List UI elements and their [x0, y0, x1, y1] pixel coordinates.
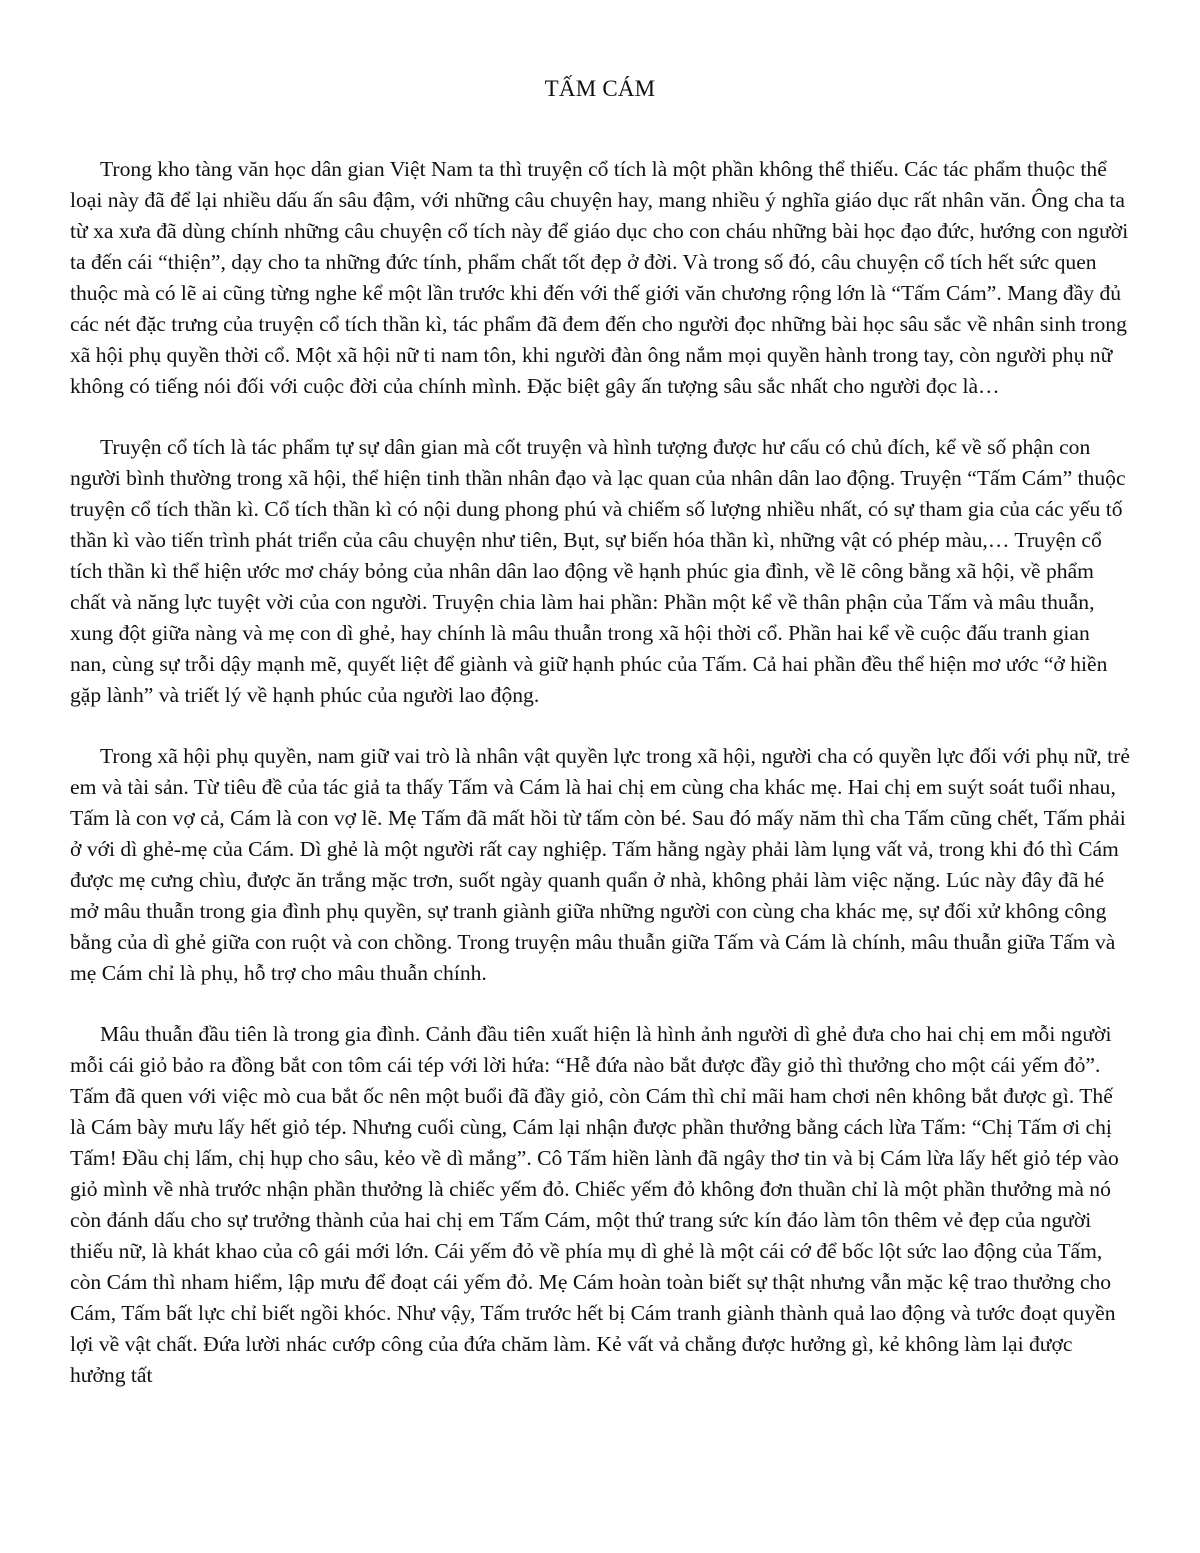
document-page — [70, 70, 1130, 1540]
paragraph-4: Mâu thuẫn đầu tiên là trong gia đình. Cảnh đầu tiên xuất hiện là hình ảnh người dì ghẻ đưa cho hai chị em mỗi người mỗi cái giỏ bảo ra đồng bắt con tôm cái tép với lời hứa: “Hễ đứa nào bắt được đầy giỏ thì thưởng cho một cái yếm đỏ”. Tấm đã quen với việc mò cua bắt ốc nên một buổi đã đầy giỏ, còn Cám thì chỉ mãi ham chơi nên không bắt được gì. Thế là Cám bày mưu lấy hết giỏ tép. Nhưng cuối cùng, Cám lại nhận được phần thưởng bằng cách lừa Tấm: “Chị Tấm ơi chị Tấm! Đầu chị lấm, chị hụp cho sâu, kẻo về dì mắng”. Cô Tấm hiền lành đã ngây thơ tin và bị Cám lừa lấy hết giỏ tép vào giỏ mình về nhà trước nhận phần thưởng là chiếc yếm đỏ. Chiếc yếm đỏ không đơn thuần chỉ là một phần thưởng mà nó còn đánh dấu cho sự trưởng thành của hai chị em Tấm Cám, một thứ trang sức kín đáo làm tôn thêm vẻ đẹp của người thiếu nữ, là khát khao của cô gái mới lớn. Cái yếm đỏ về phía mụ dì ghẻ là một cái cớ để bốc lột sức lao động của Tấm, còn Cám thì nham hiểm, lập mưu để đoạt cái yếm đỏ. Mẹ Cám hoàn toàn biết sự thật nhưng vẫn mặc kệ trao thưởng cho Cám, Tấm bất lực chỉ biết ngồi khóc. Như vậy, Tấm trước hết bị Cám tranh giành thành quả lao động và tước đoạt quyền lợi về vật chất. Đứa lười nhác cướp công của đứa chăm làm. Kẻ vất vả chẳng được hưởng gì, kẻ không làm lại được hưởng tất — [70, 1022, 1119, 1387]
document-title: TẤM CÁM — [544, 76, 656, 101]
document-body — [70, 154, 1130, 1391]
paragraph-3: Trong xã hội phụ quyền, nam giữ vai trò là nhân vật quyền lực trong xã hội, người cha có quyền lực đối với phụ nữ, trẻ em và tài sản. Từ tiêu đề của tác giả ta thấy Tấm và Cám là hai chị em cùng cha khác mẹ. Hai chị em suýt soát tuổi nhau, Tấm là con vợ cả, Cám là con vợ lẽ. Mẹ Tấm đã mất hồi từ tấm còn bé. Sau đó mấy năm thì cha Tấm cũng chết, Tấm phải ở với dì ghẻ-mẹ của Cám. Dì ghẻ là một người rất cay nghiệp. Tấm hằng ngày phải làm lụng vất vả, trong khi đó thì Cám được mẹ cưng chìu, được ăn trắng mặc trơn, suốt ngày quanh quẩn ở nhà, không phải làm việc nặng. Lúc này đây đã hé mở mâu thuẫn trong gia đình phụ quyền, sự tranh giành giữa những người con cùng cha khác mẹ, sự đối xử không công bằng của dì ghẻ giữa con ruột và con chồng. Trong truyện mâu thuẫn giữa Tấm và Cám là chính, mâu thuẫn giữa Tấm và mẹ Cám chỉ là phụ, hỗ trợ cho mâu thuẫn chính. — [70, 744, 1130, 985]
paragraph-2: Truyện cổ tích là tác phẩm tự sự dân gian mà cốt truyện và hình tượng được hư cấu có chủ đích, kể về số phận con người bình thường trong xã hội, thể hiện tinh thần nhân đạo và lạc quan của nhân dân lao động. Truyện “Tấm Cám” thuộc truyện cổ tích thần kì. Cổ tích thần kì có nội dung phong phú và chiếm số lượng nhiều nhất, có sự tham gia của các yếu tố thần kì vào tiến trình phát triển của câu chuyện như tiên, Bụt, sự biến hóa thần kì, những vật có phép màu,… Truyện cổ tích thần kì thể hiện ước mơ cháy bỏng của nhân dân lao động về hạnh phúc gia đình, về lẽ công bằng xã hội, về phẩm chất và năng lực tuyệt vời của con người. Truyện chia làm hai phần: Phần một kể về thân phận của Tấm và mâu thuẫn, xung đột giữa nàng và mẹ con dì ghẻ, hay chính là mâu thuẫn trong xã hội thời cổ. Phần hai kể về cuộc đấu tranh gian nan, cùng sự trỗi dậy mạnh mẽ, quyết liệt để giành và giữ hạnh phúc của Tấm. Cả hai phần đều thể hiện mơ ước “ở hiền gặp lành” và triết lý về hạnh phúc của người lao động. — [70, 435, 1126, 707]
paragraph-1: Trong kho tàng văn học dân gian Việt Nam ta thì truyện cổ tích là một phần không thể thiếu. Các tác phẩm thuộc thể loại này đã để lại nhiều dấu ấn sâu đậm, với những câu chuyện hay, mang nhiều ý nghĩa giáo dục rất nhân văn. Ông cha ta từ xa xưa đã dùng chính những câu chuyện cổ tích này để giáo dục cho con cháu những bài học đạo đức, hướng con người ta đến cái “thiện”, dạy cho ta những đức tính, phẩm chất tốt đẹp ở đời. Và trong số đó, câu chuyện cổ tích hết sức quen thuộc mà có lẽ ai cũng từng nghe kể một lần trước khi đến với thế giới văn chương rộng lớn là “Tấm Cám”. Mang đầy đủ các nét đặc trưng của truyện cổ tích thần kì, tác phẩm đã đem đến cho người đọc những bài học sâu sắc về nhân sinh trong xã hội phụ quyền thời cổ. Một xã hội nữ ti nam tôn, khi người đàn ông nắm mọi quyền hành trong tay, còn người phụ nữ không có tiếng nói đối với cuộc đời của chính mình. Đặc biệt gây ấn tượng sâu sắc nhất cho người đọc là… — [70, 157, 1129, 398]
